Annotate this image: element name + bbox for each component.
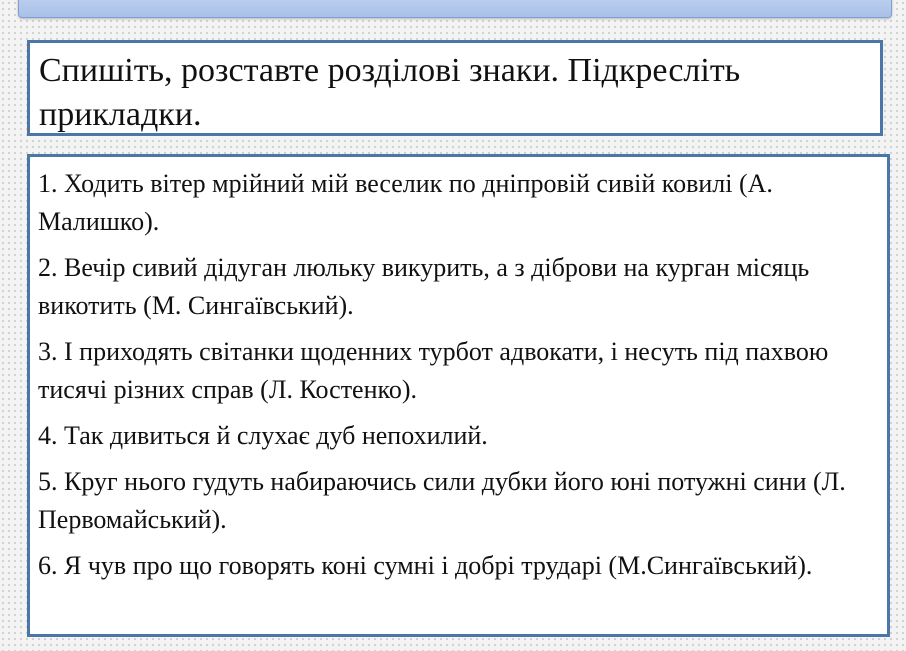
list-item: [38, 249, 879, 325]
top-banner: [18, 0, 892, 18]
sentence-1: 1. Ходить вітер мрійний мій веселик по дніпровій сивій ковилі (А. Малишко).: [38, 169, 773, 236]
title-box: [27, 40, 883, 136]
list-item: [38, 333, 879, 409]
list-item: [38, 417, 879, 455]
list-item: [38, 547, 879, 585]
sentence-6: 6. Я чув про що говорять коні сумні і добрі трударі (М.Сингаївський).: [38, 551, 813, 580]
list-item: [38, 463, 879, 539]
sentence-5: 5. Круг нього гудуть набираючись сили дубки його юні потужні сини (Л. Первомайський).: [38, 467, 846, 534]
sentence-2: 2. Вечір сивий дідуган люльку викурить, а з діброви на курган місяць викотить (М. Сингаївський).: [38, 253, 810, 320]
exercise-box: [27, 154, 890, 637]
sentence-4: 4. Так дивиться й слухає дуб непохилий.: [38, 421, 488, 450]
slide-title: Спишіть, розставте розділові знаки. Підкресліть прикладки.: [39, 52, 741, 133]
sentence-3: 3. І приходять світанки щоденних турбот адвокати, і несуть під пахвою тисячі різних справ (Л. Костенко).: [38, 337, 829, 404]
list-item: [38, 165, 879, 241]
